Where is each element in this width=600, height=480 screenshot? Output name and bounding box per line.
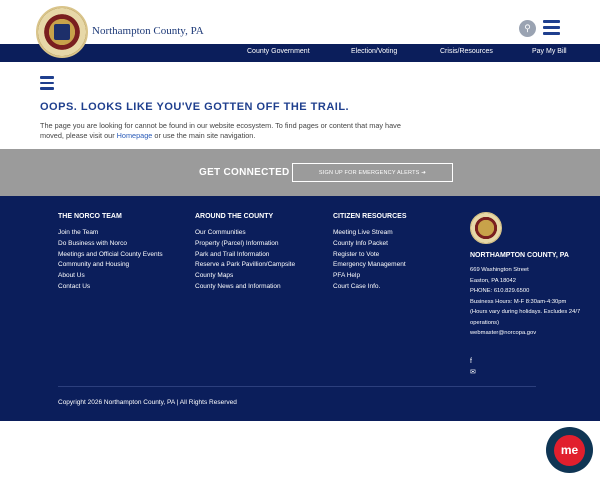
footer-address-line2: Easton, PA 18042 (470, 277, 516, 284)
footer-link-community-housing[interactable]: Community and Housing (58, 261, 130, 269)
chat-logo-icon: me (554, 435, 585, 466)
footer-link-register-vote[interactable]: Register to Vote (333, 250, 380, 258)
footer-link-join-team[interactable]: Join the Team (58, 229, 99, 236)
emergency-alerts-button[interactable]: SIGN UP FOR EMERGENCY ALERTS ➔ (292, 163, 453, 182)
facebook-icon[interactable]: f (470, 358, 472, 365)
footer-link-property-info[interactable]: Property (Parcel) Information (195, 239, 279, 247)
footer-link-park-trail[interactable]: Park and Trail Information (195, 250, 270, 258)
nav-item-crisis-resources[interactable]: Crisis/Resources (440, 48, 493, 55)
county-seal-logo[interactable] (36, 6, 88, 58)
site-footer (0, 196, 600, 421)
footer-phone[interactable]: PHONE: 610.829.6500 (470, 288, 530, 294)
footer-county-seal-logo (470, 212, 502, 244)
error-message-text: The page you are looking for cannot be found in our website ecosystem. To find pages or content that may have moved, please visit our (40, 121, 401, 140)
error-message-text-end: or use the main site navigation. (152, 131, 256, 140)
footer-column-heading: AROUND THE COUNTY (195, 213, 274, 220)
get-connected-band (0, 149, 600, 196)
footer-link-info-packet[interactable]: County Info Packet (333, 239, 388, 247)
footer-link-our-communities[interactable]: Our Communities (195, 229, 246, 236)
footer-link-court-case[interactable]: Court Case Info. (333, 282, 381, 290)
error-message (40, 121, 425, 141)
footer-column-heading: CITIZEN RESOURCES (333, 213, 407, 220)
footer-social (470, 358, 476, 378)
footer-divider (58, 386, 536, 387)
error-heading: OOPS. LOOKS LIKE YOU'VE GOTTEN OFF THE TRAIL. (40, 101, 350, 113)
main-nav (0, 44, 600, 62)
footer-column-heading: THE NORCO TEAM (58, 213, 122, 220)
footer-hours-note: (Hours vary during holidays. Excludes 24/7 operations) (470, 309, 581, 326)
footer-column-citizen-resources (333, 213, 407, 293)
nav-item-election-voting[interactable]: Election/Voting (351, 48, 398, 55)
footer-link-do-business[interactable]: Do Business with Norco (58, 239, 127, 247)
hamburger-menu-icon[interactable] (543, 20, 560, 35)
footer-contact (470, 252, 595, 339)
footer-column-around-county (195, 213, 295, 293)
footer-link-pfa-help[interactable]: PFA Help (333, 272, 361, 280)
homepage-link[interactable]: Homepage (116, 131, 153, 140)
site-header (0, 0, 600, 44)
footer-address-line1: 669 Washington Street (470, 267, 529, 273)
footer-link-meetings-events[interactable]: Meetings and Official County Events (58, 250, 163, 258)
footer-contact-name: NORTHAMPTON COUNTY, PA (470, 252, 569, 259)
footer-link-about-us[interactable]: About Us (58, 272, 85, 280)
footer-business-hours: Business Hours: M-F 8:30am-4:30pm (470, 298, 567, 305)
chat-widget-button[interactable] (546, 427, 593, 473)
footer-column-norco-team (58, 213, 163, 293)
nav-item-pay-my-bill[interactable]: Pay My Bill (532, 48, 567, 55)
site-name[interactable]: Northampton County, PA (92, 25, 204, 37)
footer-email[interactable]: webmaster@norcopa.gov (470, 330, 537, 336)
nav-item-county-government[interactable]: County Government (247, 48, 310, 55)
envelope-icon[interactable]: ✉ (470, 369, 476, 376)
footer-link-live-stream[interactable]: Meeting Live Stream (333, 229, 393, 236)
footer-link-county-maps[interactable]: County Maps (195, 272, 234, 280)
copyright-text: Copyright 2026 Northampton County, PA | All Rights Reserved (58, 399, 237, 406)
get-connected-title: GET CONNECTED (199, 167, 290, 178)
footer-link-county-news[interactable]: County News and Information (195, 282, 281, 290)
footer-link-reserve-pavillion[interactable]: Reserve a Park Pavillion/Campsite (195, 261, 296, 269)
secondary-menu-icon[interactable] (40, 76, 54, 90)
search-icon[interactable]: ⚲ (519, 20, 536, 37)
footer-link-emergency-management[interactable]: Emergency Management (333, 261, 406, 269)
footer-link-contact-us[interactable]: Contact Us (58, 282, 91, 290)
